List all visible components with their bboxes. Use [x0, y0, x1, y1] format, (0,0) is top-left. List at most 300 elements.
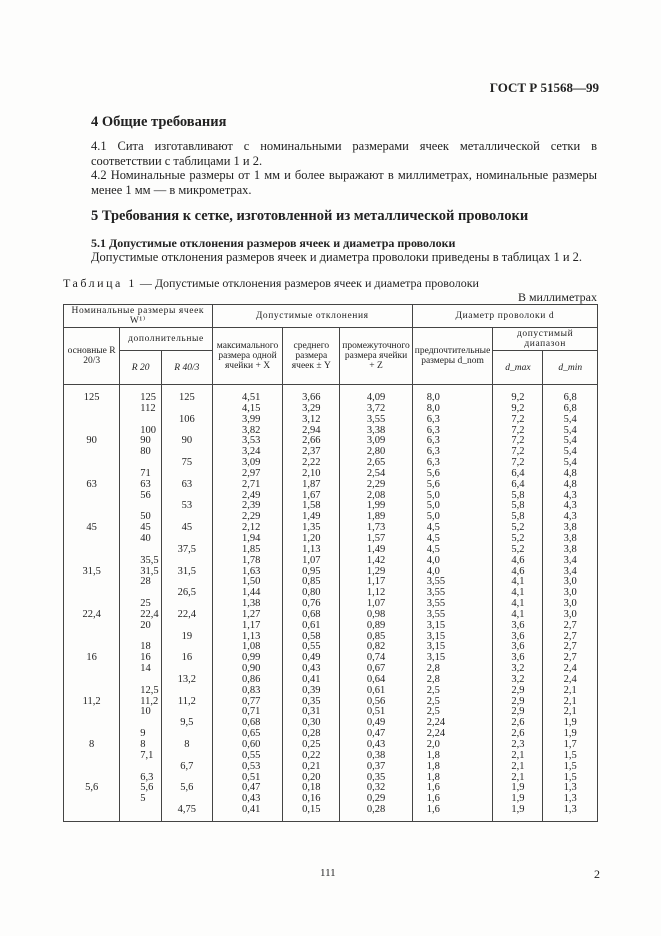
- paragraph-5-1: Допустимые отклонения размеров ячеек и диаметра проволоки приведены в таблицах 1 и 2.: [91, 250, 583, 264]
- cell-max: 1,44: [212, 588, 283, 599]
- cell-avg: 2,10: [283, 469, 340, 480]
- cell-intermediate: 0,43: [340, 740, 413, 751]
- cell-dmin: 2,1: [543, 707, 598, 718]
- cell-dmin: 1,5: [543, 773, 598, 784]
- cell-dmax: 9,2: [493, 404, 543, 415]
- cell-r20: 5: [120, 794, 162, 805]
- cell-dmin: 1,5: [543, 762, 598, 773]
- cell-intermediate: 0,35: [340, 773, 413, 784]
- table-row: [64, 621, 598, 632]
- cell-max: 4,15: [212, 404, 283, 415]
- cell-dmin: 1,3: [543, 783, 598, 794]
- cell-r40-3: 16: [162, 653, 213, 664]
- cell-dmin: 4,3: [543, 501, 598, 512]
- header-r40-3: R 40/3: [162, 351, 213, 385]
- cell-r40-3: 13,2: [162, 675, 213, 686]
- cell-dmin: 2,1: [543, 686, 598, 697]
- cell-intermediate: 2,65: [340, 458, 413, 469]
- cell-preferred: 4,5: [412, 545, 493, 556]
- header-main: основные R 20/3: [64, 328, 120, 385]
- cell-intermediate: 0,47: [340, 729, 413, 740]
- cell-avg: 0,21: [283, 762, 340, 773]
- cell-r20: 112: [120, 404, 162, 415]
- cell-dmax: 5,2: [493, 534, 543, 545]
- cell-dmax: 5,2: [493, 545, 543, 556]
- cell-max: 3,53: [212, 436, 283, 447]
- cell-max: 3,09: [212, 458, 283, 469]
- cell-max: 3,82: [212, 426, 283, 437]
- cell-dmin: 5,4: [543, 426, 598, 437]
- cell-max: 0,90: [212, 664, 283, 675]
- cell-intermediate: 1,07: [340, 599, 413, 610]
- cell-dmax: 2,9: [493, 697, 543, 708]
- cell-preferred: 3,15: [412, 653, 493, 664]
- cell-dmax: 7,2: [493, 447, 543, 458]
- cell-preferred: 5,6: [412, 480, 493, 491]
- cell-preferred: 6,3: [412, 458, 493, 469]
- cell-preferred: 2,8: [412, 664, 493, 675]
- cell-avg: 3,29: [283, 404, 340, 415]
- cell-main: [64, 556, 120, 567]
- cell-avg: 0,43: [283, 664, 340, 675]
- cell-dmax: 2,6: [493, 729, 543, 740]
- cell-dmin: 5,4: [543, 415, 598, 426]
- cell-preferred: 6,3: [412, 415, 493, 426]
- cell-r20: 12,5: [120, 686, 162, 697]
- cell-main: [64, 588, 120, 599]
- cell-preferred: 1,8: [412, 762, 493, 773]
- cell-r40-3: 26,5: [162, 588, 213, 599]
- cell-max: 1,38: [212, 599, 283, 610]
- cell-avg: 2,22: [283, 458, 340, 469]
- cell-main: [64, 545, 120, 556]
- cell-avg: 3,66: [283, 385, 340, 404]
- cell-avg: 0,18: [283, 783, 340, 794]
- cell-avg: 0,68: [283, 610, 340, 621]
- cell-r40-3: 8: [162, 740, 213, 751]
- cell-intermediate: 4,09: [340, 385, 413, 404]
- cell-r40-3: 53: [162, 501, 213, 512]
- cell-avg: 0,58: [283, 632, 340, 643]
- cell-max: 3,99: [212, 415, 283, 426]
- cell-avg: 0,35: [283, 697, 340, 708]
- cell-r20: 63: [120, 480, 162, 491]
- table-caption-prefix: Таблица 1: [63, 276, 137, 290]
- cell-max: 0,99: [212, 653, 283, 664]
- cell-dmin: 4,3: [543, 512, 598, 523]
- cell-main: [64, 675, 120, 686]
- cell-preferred: 4,0: [412, 556, 493, 567]
- cell-avg: 2,94: [283, 426, 340, 437]
- cell-dmin: 2,7: [543, 642, 598, 653]
- cell-preferred: 6,3: [412, 436, 493, 447]
- cell-dmin: 1,5: [543, 751, 598, 762]
- cell-r20: 22,4: [120, 610, 162, 621]
- cell-r20: 10: [120, 707, 162, 718]
- cell-preferred: 1,6: [412, 794, 493, 805]
- cell-intermediate: 0,49: [340, 718, 413, 729]
- cell-r20: 5,6: [120, 783, 162, 794]
- cell-dmin: 3,0: [543, 588, 598, 599]
- cell-dmax: 3,6: [493, 632, 543, 643]
- header-max: максимального размера одной ячейки + X: [212, 328, 283, 385]
- cell-dmin: 2,1: [543, 697, 598, 708]
- cell-r20: 45: [120, 523, 162, 534]
- cell-intermediate: 3,09: [340, 436, 413, 447]
- subsection-5-1-title: 5.1 Допустимые отклонения размеров ячеек и диаметра проволоки: [91, 236, 456, 250]
- cell-main: [64, 686, 120, 697]
- cell-r20: 6,3: [120, 773, 162, 784]
- cell-dmin: 2,4: [543, 675, 598, 686]
- cell-avg: 1,67: [283, 491, 340, 502]
- cell-max: 1,17: [212, 621, 283, 632]
- cell-r20: 7,1: [120, 751, 162, 762]
- table-row: [64, 385, 598, 404]
- cell-max: 3,24: [212, 447, 283, 458]
- tolerance-table: [63, 304, 598, 822]
- cell-preferred: 2,5: [412, 707, 493, 718]
- cell-main: [64, 458, 120, 469]
- cell-max: 2,97: [212, 469, 283, 480]
- cell-r20: 25: [120, 599, 162, 610]
- cell-r20: [120, 805, 162, 821]
- cell-dmin: 1,3: [543, 794, 598, 805]
- cell-dmin: 6,8: [543, 385, 598, 404]
- cell-max: 2,29: [212, 512, 283, 523]
- cell-avg: 0,61: [283, 621, 340, 632]
- cell-avg: 0,20: [283, 773, 340, 784]
- cell-r40-3: 11,2: [162, 697, 213, 708]
- cell-dmin: 3,8: [543, 534, 598, 545]
- cell-r20: 11,2: [120, 697, 162, 708]
- cell-r20: [120, 415, 162, 426]
- cell-dmax: 3,2: [493, 675, 543, 686]
- cell-r20: 71: [120, 469, 162, 480]
- cell-intermediate: 0,82: [340, 642, 413, 653]
- cell-preferred: 3,55: [412, 599, 493, 610]
- cell-intermediate: 1,73: [340, 523, 413, 534]
- paragraph-4-2: 4.2 Номинальные размеры от 1 мм и более выражают в миллиметрах, номинальные размеры менее 1 мм — в микрометрах.: [91, 168, 597, 197]
- cell-main: [64, 794, 120, 805]
- cell-intermediate: 2,29: [340, 480, 413, 491]
- cell-intermediate: 0,29: [340, 794, 413, 805]
- cell-dmin: 1,9: [543, 718, 598, 729]
- cell-intermediate: 3,72: [340, 404, 413, 415]
- cell-preferred: 2,24: [412, 729, 493, 740]
- cell-r20: 100: [120, 426, 162, 437]
- cell-main: 45: [64, 523, 120, 534]
- cell-avg: 0,31: [283, 707, 340, 718]
- cell-intermediate: 0,67: [340, 664, 413, 675]
- cell-intermediate: 0,28: [340, 805, 413, 821]
- cell-intermediate: 1,17: [340, 577, 413, 588]
- cell-dmax: 9,2: [493, 385, 543, 404]
- cell-intermediate: 0,64: [340, 675, 413, 686]
- cell-r20: 18: [120, 642, 162, 653]
- cell-dmax: 4,1: [493, 577, 543, 588]
- cell-intermediate: 2,80: [340, 447, 413, 458]
- cell-max: 0,43: [212, 794, 283, 805]
- table-row: [64, 556, 598, 567]
- document-code: ГОСТ Р 51568—99: [489, 80, 599, 95]
- cell-max: 0,47: [212, 783, 283, 794]
- cell-r40-3: 22,4: [162, 610, 213, 621]
- cell-intermediate: 1,49: [340, 545, 413, 556]
- cell-preferred: 2,0: [412, 740, 493, 751]
- cell-avg: 1,20: [283, 534, 340, 545]
- cell-dmax: 4,6: [493, 567, 543, 578]
- cell-main: 125: [64, 385, 120, 404]
- cell-avg: 1,87: [283, 480, 340, 491]
- cell-preferred: 8,0: [412, 385, 493, 404]
- cell-intermediate: 1,42: [340, 556, 413, 567]
- cell-intermediate: 0,51: [340, 707, 413, 718]
- cell-main: 5,6: [64, 783, 120, 794]
- cell-dmax: 3,6: [493, 642, 543, 653]
- cell-r40-3: [162, 556, 213, 567]
- cell-dmax: 5,8: [493, 491, 543, 502]
- cell-dmin: 1,7: [543, 740, 598, 751]
- cell-intermediate: 0,37: [340, 762, 413, 773]
- cell-intermediate: 0,38: [340, 751, 413, 762]
- cell-dmin: 2,7: [543, 653, 598, 664]
- cell-intermediate: 0,85: [340, 632, 413, 643]
- cell-r20: 9: [120, 729, 162, 740]
- cell-dmax: 2,9: [493, 686, 543, 697]
- cell-r20: 125: [120, 385, 162, 404]
- paragraph-4-1-text: 4.1 Сита изготавливают с номинальными размерами ячеек металлической сетки в соответствии с таблицами 1 и 2.: [91, 139, 597, 168]
- table-caption: [63, 276, 479, 291]
- cell-dmin: 3,0: [543, 610, 598, 621]
- cell-avg: 0,16: [283, 794, 340, 805]
- cell-dmin: 4,3: [543, 491, 598, 502]
- cell-preferred: 8,0: [412, 404, 493, 415]
- cell-dmax: 7,2: [493, 458, 543, 469]
- table-row: [64, 762, 598, 773]
- header-dmin: d_min: [543, 351, 598, 385]
- cell-dmax: 1,9: [493, 794, 543, 805]
- cell-dmax: 5,2: [493, 523, 543, 534]
- cell-max: 0,41: [212, 805, 283, 821]
- cell-preferred: 3,15: [412, 642, 493, 653]
- cell-max: 2,12: [212, 523, 283, 534]
- cell-r20: 31,5: [120, 567, 162, 578]
- center-page-number: 111: [320, 867, 336, 879]
- cell-max: 0,55: [212, 751, 283, 762]
- cell-dmax: 2,6: [493, 718, 543, 729]
- cell-max: 0,83: [212, 686, 283, 697]
- table-row: [64, 480, 598, 491]
- cell-dmin: 4,8: [543, 480, 598, 491]
- cell-preferred: 2,5: [412, 686, 493, 697]
- cell-max: 1,78: [212, 556, 283, 567]
- cell-avg: 1,49: [283, 512, 340, 523]
- cell-avg: 1,58: [283, 501, 340, 512]
- cell-r40-3: 106: [162, 415, 213, 426]
- cell-avg: 0,39: [283, 686, 340, 697]
- cell-preferred: 4,5: [412, 534, 493, 545]
- cell-r40-3: 9,5: [162, 718, 213, 729]
- cell-max: 1,13: [212, 632, 283, 643]
- cell-intermediate: 0,74: [340, 653, 413, 664]
- cell-max: 1,94: [212, 534, 283, 545]
- cell-avg: 3,12: [283, 415, 340, 426]
- cell-preferred: 3,55: [412, 577, 493, 588]
- cell-preferred: 3,15: [412, 621, 493, 632]
- cell-r40-3: [162, 621, 213, 632]
- header-nominal: Номинальные размеры ячеек W¹⁾: [64, 305, 213, 328]
- cell-preferred: 1,8: [412, 751, 493, 762]
- page-number: 2: [594, 867, 600, 881]
- cell-dmax: 4,1: [493, 599, 543, 610]
- cell-r40-3: 4,75: [162, 805, 213, 821]
- cell-intermediate: 1,57: [340, 534, 413, 545]
- header-additional: дополнительные: [120, 328, 212, 351]
- cell-preferred: 6,3: [412, 447, 493, 458]
- cell-avg: 0,25: [283, 740, 340, 751]
- cell-r40-3: [162, 686, 213, 697]
- cell-dmin: 6,8: [543, 404, 598, 415]
- cell-main: 22,4: [64, 610, 120, 621]
- cell-intermediate: 2,54: [340, 469, 413, 480]
- cell-r20: 80: [120, 447, 162, 458]
- cell-r20: 56: [120, 491, 162, 502]
- paragraph-4-1: [91, 139, 597, 169]
- cell-dmax: 7,2: [493, 436, 543, 447]
- cell-avg: 0,95: [283, 567, 340, 578]
- cell-max: 0,86: [212, 675, 283, 686]
- cell-max: 0,60: [212, 740, 283, 751]
- cell-dmax: 7,2: [493, 426, 543, 437]
- cell-main: [64, 805, 120, 821]
- cell-main: 63: [64, 480, 120, 491]
- cell-preferred: 4,5: [412, 523, 493, 534]
- cell-max: 1,08: [212, 642, 283, 653]
- cell-intermediate: 1,89: [340, 512, 413, 523]
- cell-dmin: 5,4: [543, 436, 598, 447]
- header-tolerances: Допустимые отклонения: [212, 305, 412, 328]
- cell-r20: 28: [120, 577, 162, 588]
- cell-preferred: 5,6: [412, 469, 493, 480]
- cell-dmax: 1,9: [493, 805, 543, 821]
- cell-avg: 0,30: [283, 718, 340, 729]
- cell-max: 0,53: [212, 762, 283, 773]
- cell-r40-3: 125: [162, 385, 213, 404]
- cell-dmin: 2,7: [543, 632, 598, 643]
- cell-dmax: 2,1: [493, 751, 543, 762]
- cell-main: [64, 751, 120, 762]
- cell-max: 2,39: [212, 501, 283, 512]
- header-dmax: d_max: [493, 351, 543, 385]
- cell-intermediate: 3,55: [340, 415, 413, 426]
- cell-max: 0,68: [212, 718, 283, 729]
- cell-avg: 2,37: [283, 447, 340, 458]
- table-units: В миллиметрах: [517, 290, 597, 304]
- cell-main: 16: [64, 653, 120, 664]
- cell-r20: 35,5: [120, 556, 162, 567]
- cell-max: 0,65: [212, 729, 283, 740]
- cell-max: 2,71: [212, 480, 283, 491]
- cell-r20: 20: [120, 621, 162, 632]
- cell-dmax: 2,9: [493, 707, 543, 718]
- cell-preferred: 6,3: [412, 426, 493, 437]
- cell-dmin: 3,8: [543, 545, 598, 556]
- cell-r40-3: 6,7: [162, 762, 213, 773]
- cell-dmin: 4,8: [543, 469, 598, 480]
- cell-dmax: 7,2: [493, 415, 543, 426]
- cell-main: [64, 707, 120, 718]
- cell-main: [64, 534, 120, 545]
- cell-r40-3: 37,5: [162, 545, 213, 556]
- cell-preferred: 1,6: [412, 783, 493, 794]
- cell-avg: 0,49: [283, 653, 340, 664]
- cell-avg: 1,07: [283, 556, 340, 567]
- table-row: [64, 415, 598, 426]
- cell-dmin: 3,0: [543, 577, 598, 588]
- cell-dmin: 5,4: [543, 447, 598, 458]
- cell-r40-3: 31,5: [162, 567, 213, 578]
- cell-preferred: 1,8: [412, 773, 493, 784]
- cell-dmax: 5,8: [493, 501, 543, 512]
- cell-dmin: 1,9: [543, 729, 598, 740]
- section-4-title: 4 Общие требования: [91, 114, 227, 130]
- cell-r40-3: 90: [162, 436, 213, 447]
- table-row: [64, 686, 598, 697]
- cell-intermediate: 0,98: [340, 610, 413, 621]
- cell-preferred: 1,6: [412, 805, 493, 821]
- header-preferred: предпочтительные размеры d_nom: [412, 328, 493, 385]
- header-r20: R 20: [120, 351, 162, 385]
- cell-max: 1,63: [212, 567, 283, 578]
- cell-avg: 0,41: [283, 675, 340, 686]
- cell-dmax: 4,6: [493, 556, 543, 567]
- cell-intermediate: 0,56: [340, 697, 413, 708]
- cell-max: 2,49: [212, 491, 283, 502]
- cell-dmax: 4,1: [493, 588, 543, 599]
- header-avg: среднего размера ячеек ± Y: [283, 328, 340, 385]
- cell-avg: 1,35: [283, 523, 340, 534]
- cell-dmin: 2,4: [543, 664, 598, 675]
- cell-avg: 0,76: [283, 599, 340, 610]
- cell-max: 1,27: [212, 610, 283, 621]
- cell-r20: 40: [120, 534, 162, 545]
- cell-dmax: 3,2: [493, 664, 543, 675]
- cell-main: 11,2: [64, 697, 120, 708]
- cell-main: [64, 415, 120, 426]
- cell-main: [64, 621, 120, 632]
- cell-dmin: 3,4: [543, 567, 598, 578]
- header-wire-diameter: Диаметр проволоки d: [412, 305, 597, 328]
- cell-main: [64, 632, 120, 643]
- cell-max: 1,85: [212, 545, 283, 556]
- table-caption-text: — Допустимые отклонения размеров ячеек и диаметра проволоки: [136, 276, 479, 290]
- cell-intermediate: 2,08: [340, 491, 413, 502]
- cell-preferred: 2,24: [412, 718, 493, 729]
- cell-dmax: 6,4: [493, 469, 543, 480]
- cell-r20: 14: [120, 664, 162, 675]
- cell-dmin: 3,8: [543, 523, 598, 534]
- cell-avg: 2,66: [283, 436, 340, 447]
- cell-main: [64, 447, 120, 458]
- cell-dmin: 3,4: [543, 556, 598, 567]
- cell-max: 0,51: [212, 773, 283, 784]
- cell-dmin: 3,0: [543, 599, 598, 610]
- cell-avg: 0,85: [283, 577, 340, 588]
- cell-main: [64, 718, 120, 729]
- header-intermediate: промежуточного размера ячейки + Z: [340, 328, 413, 385]
- table-body: [64, 385, 598, 822]
- cell-dmax: 6,4: [493, 480, 543, 491]
